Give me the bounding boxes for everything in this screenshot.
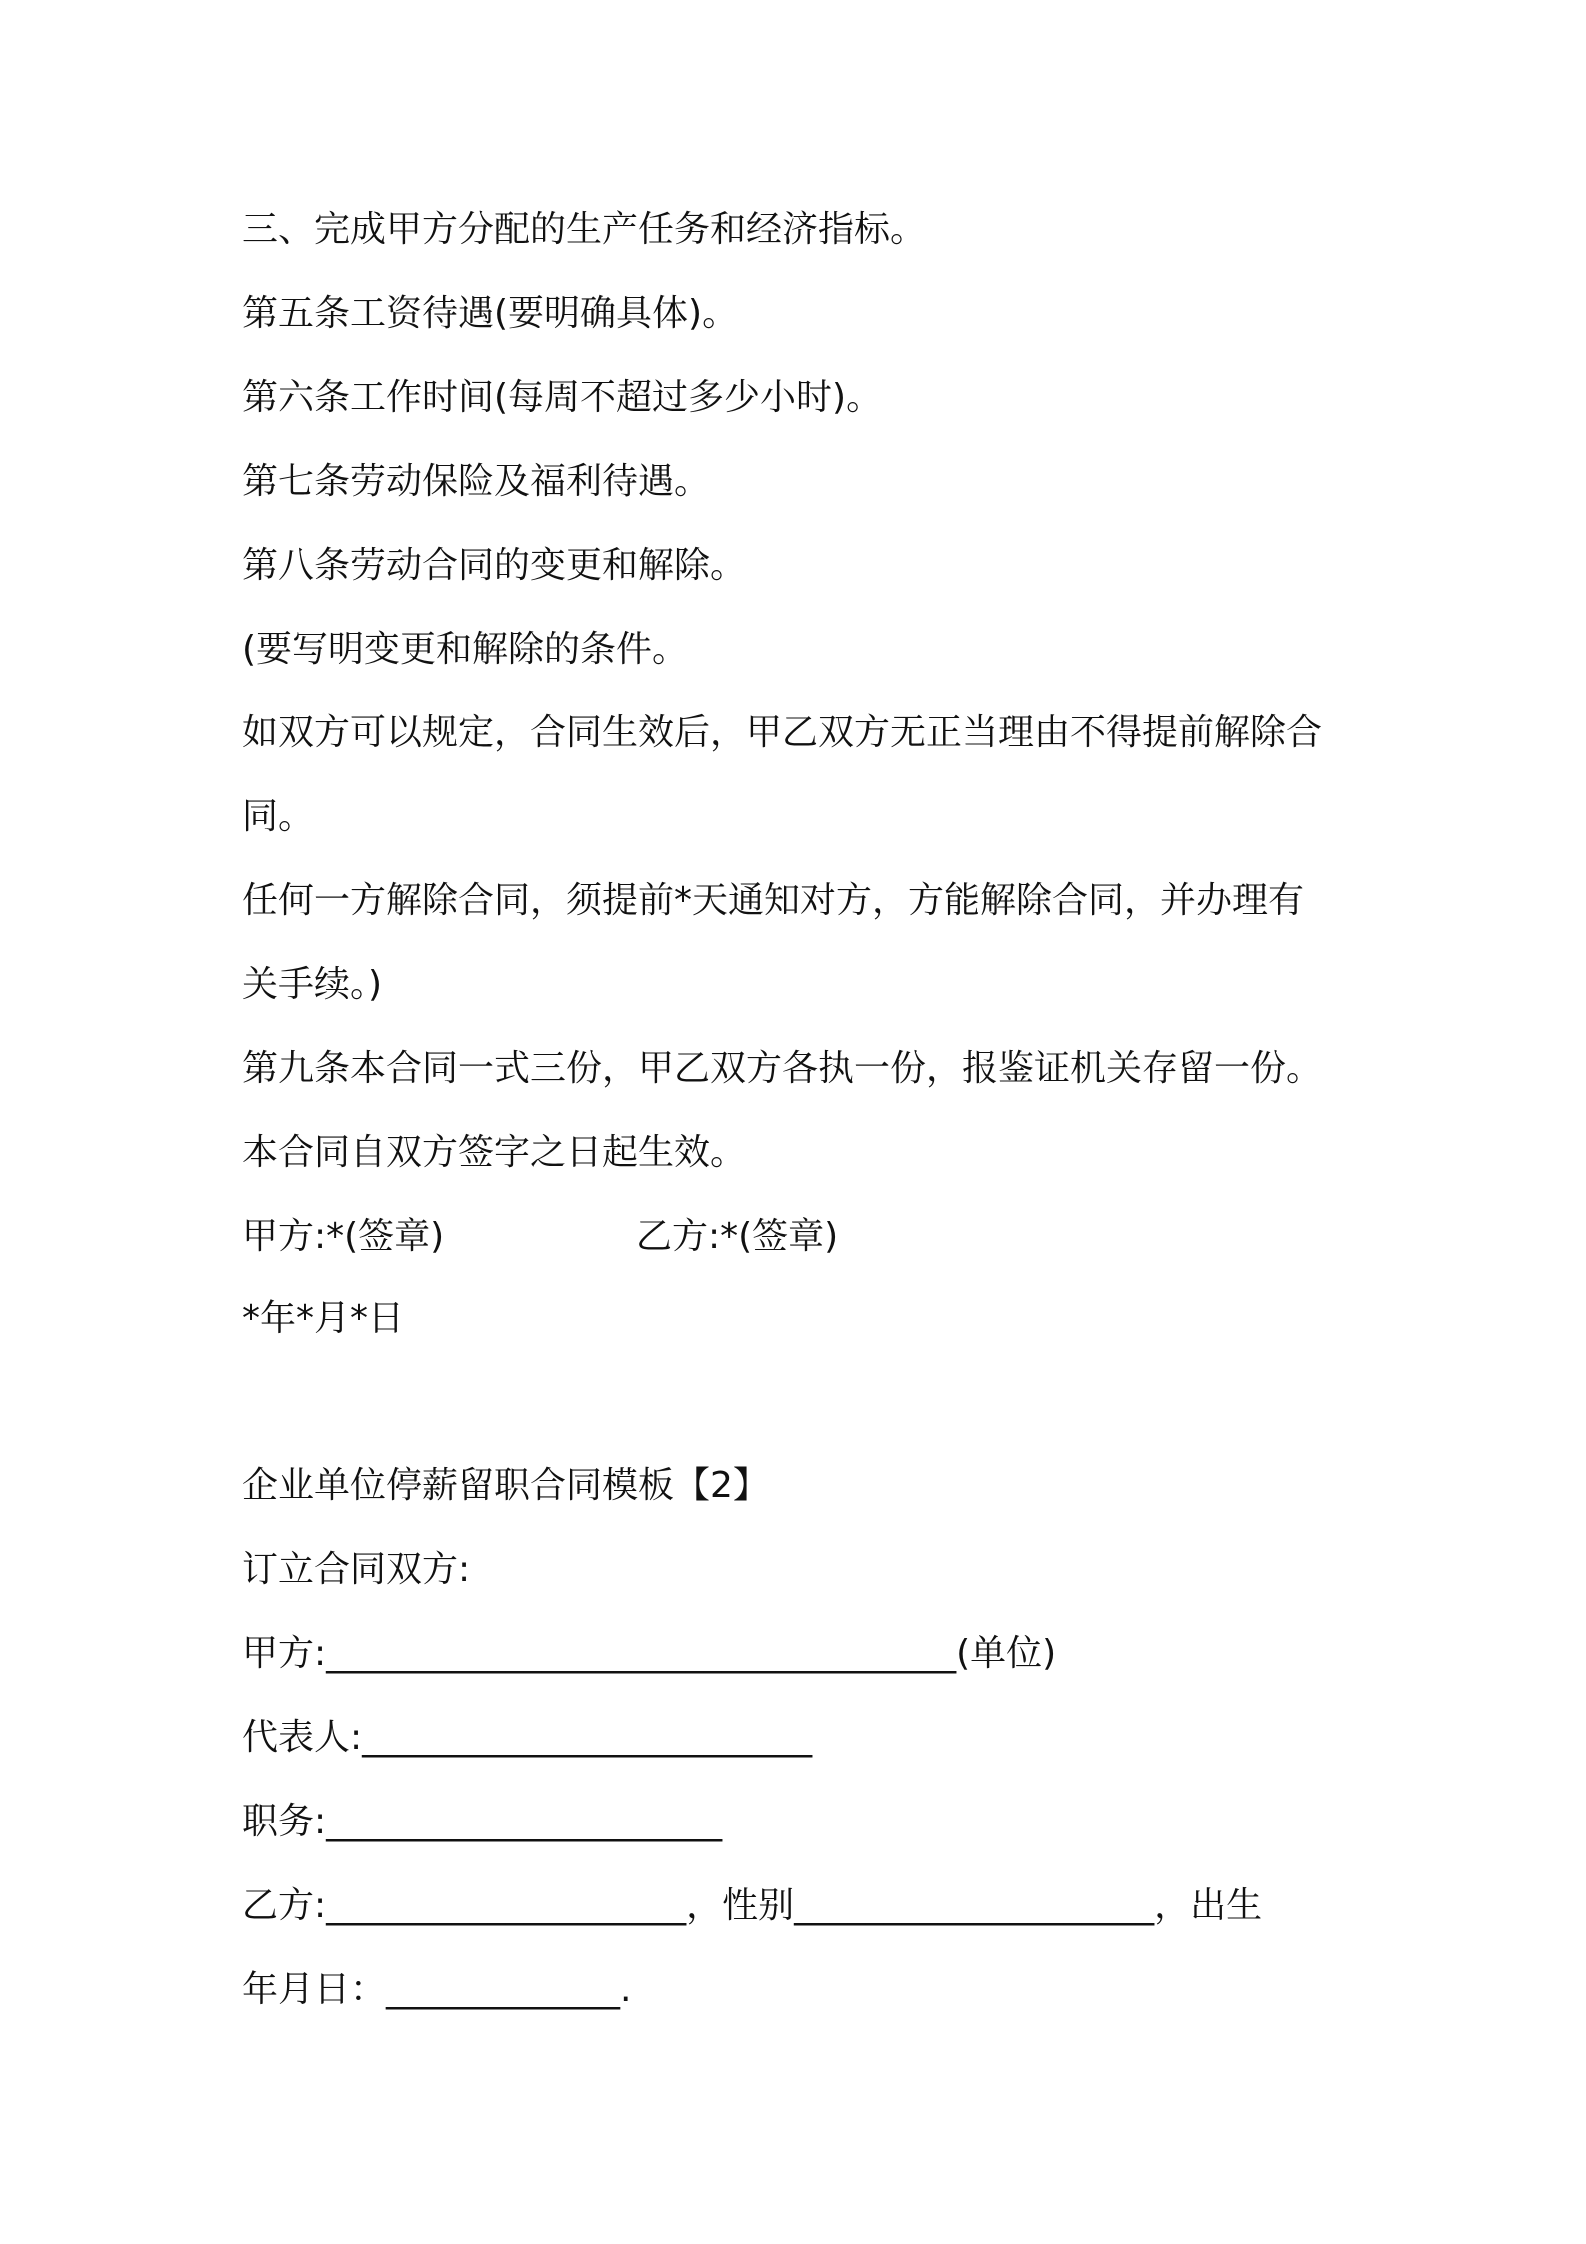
clause-9-copies: 第九条本合同一式三份，甲乙双方各执一份，报鉴证机关存留一份。 <box>242 1048 1323 1089</box>
clause-8-note-conditions: (要写明变更和解除的条件。 <box>242 629 689 670</box>
clause-6-work-hours: 第六条工作时间(每周不超过多少小时)。 <box>242 377 883 418</box>
date-line: *年*月*日 <box>242 1298 405 1339</box>
clause-8-notice-line-2: 关手续。) <box>242 964 383 1005</box>
clause-task-line: 三、完成甲方分配的生产任务和经济指标。 <box>242 209 927 250</box>
representative-field: 代表人:_________________________ <box>242 1717 813 1758</box>
clause-5-wages: 第五条工资待遇(要明确具体)。 <box>242 293 739 334</box>
party-a-field: 甲方:___________________________________(单位) <box>242 1633 1057 1674</box>
clause-7-insurance: 第七条劳动保险及福利待遇。 <box>242 461 711 502</box>
effective-clause: 本合同自双方签字之日起生效。 <box>242 1132 747 1173</box>
signature-party-a: 甲方:*(签章) <box>242 1216 445 1257</box>
party-b-field: 乙方:____________________，性别____________________，出生 <box>242 1885 1263 1926</box>
clause-8-change-termination: 第八条劳动合同的变更和解除。 <box>242 545 747 586</box>
parties-heading: 订立合同双方: <box>242 1549 471 1590</box>
clause-8-notice-line-1: 任何一方解除合同，须提前*天通知对方，方能解除合同，并办理有 <box>242 880 1305 921</box>
signature-party-b: 乙方:*(签章) <box>636 1216 839 1257</box>
clause-8-note-line-1: 如双方可以规定，合同生效后，甲乙双方无正当理由不得提前解除合 <box>242 712 1323 753</box>
template-2-title: 企业单位停薪留职合同模板【2】 <box>242 1465 769 1506</box>
birth-date-field: 年月日：_____________. <box>242 1969 632 2010</box>
clause-8-note-line-2: 同。 <box>242 796 315 837</box>
position-field: 职务:______________________ <box>242 1801 723 1842</box>
